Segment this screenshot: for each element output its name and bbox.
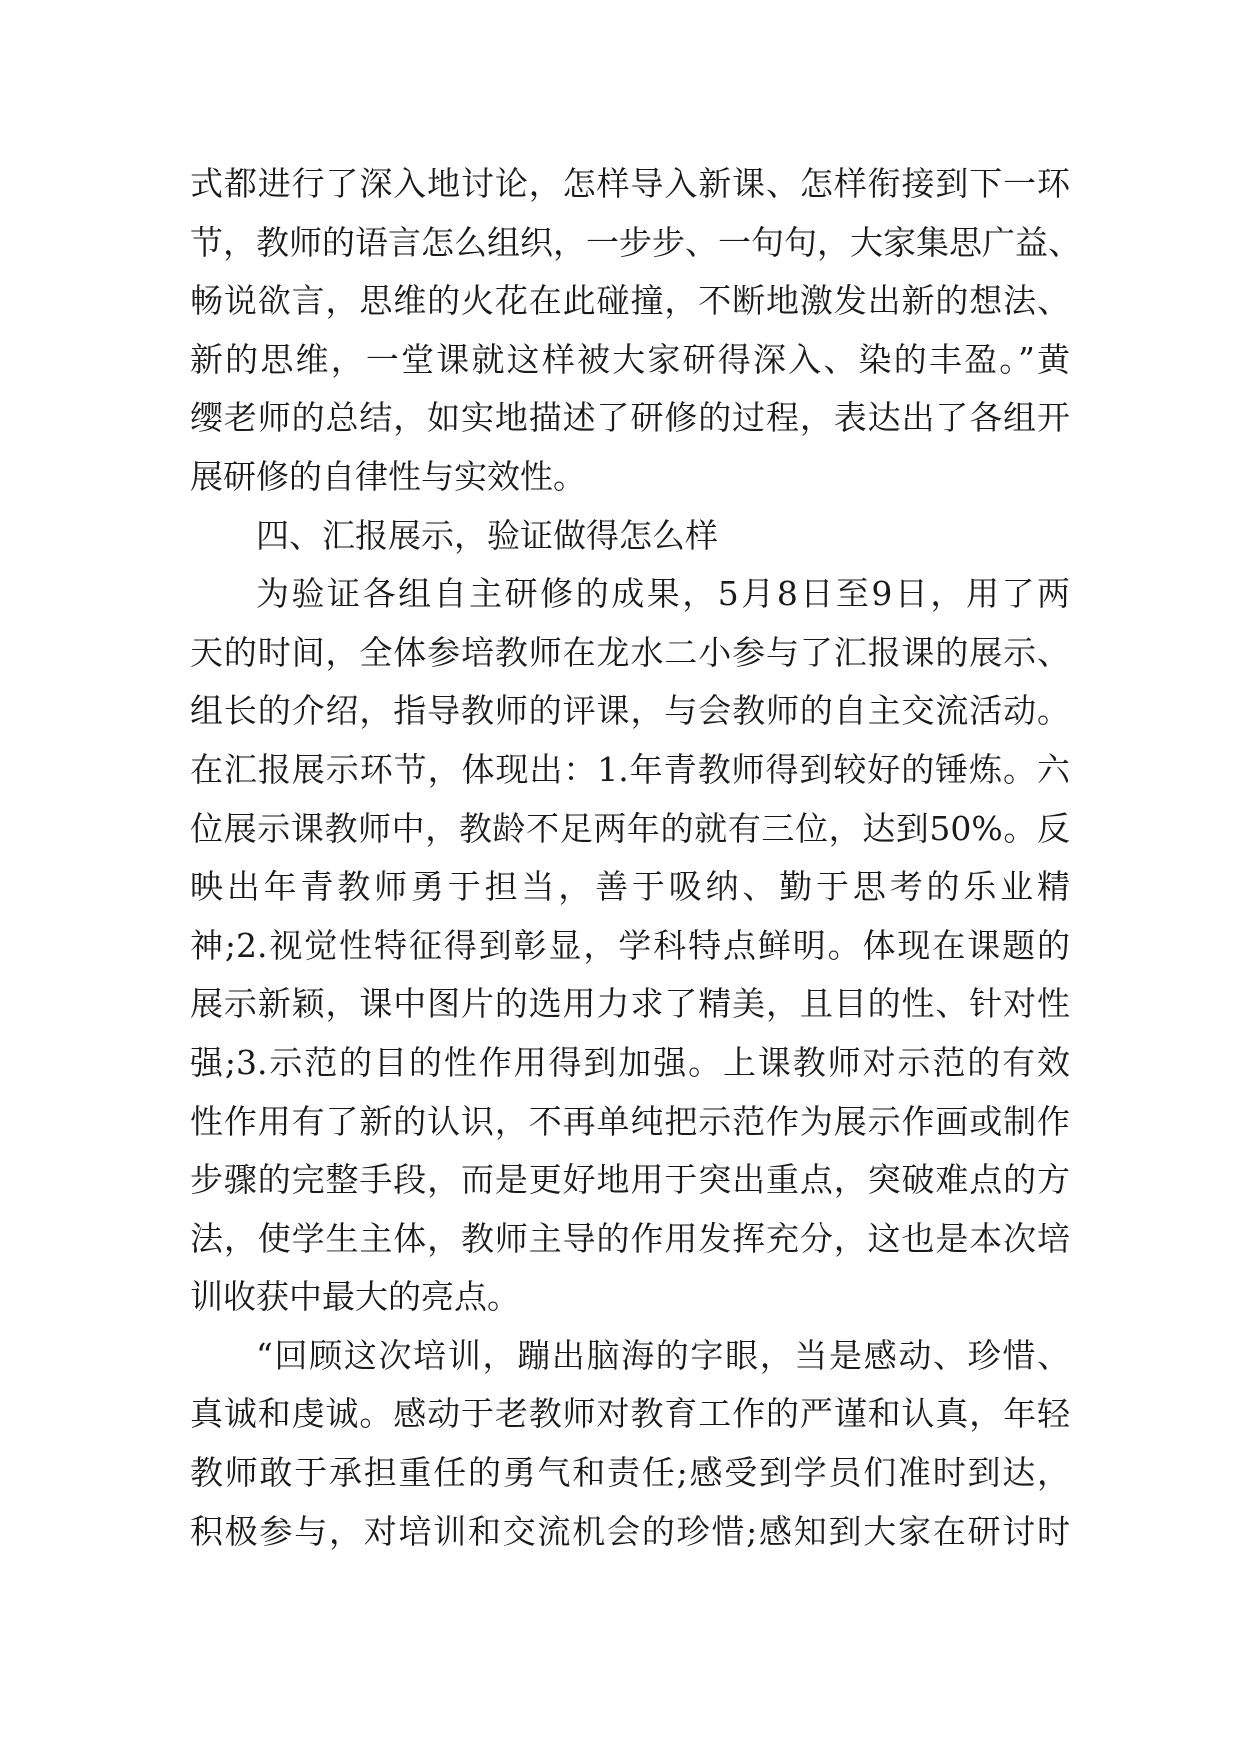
paragraph-start-line: 为验证各组自主研修的成果，5月8日至9日，用了两 [256,574,1070,614]
text-line: 天的时间，全体参培教师在龙水二小参与了汇报课的展示、 [190,632,1070,672]
text-line: 法，使学生主体，教师主导的作用发挥充分，这也是本次培 [190,1218,1070,1258]
text-line: 真诚和虔诚。感动于老教师对教育工作的严谨和认真，年轻 [190,1394,1070,1434]
section-heading: 四、汇报展示，验证做得怎么样 [256,515,718,555]
paragraph-start-line: “回顾这次培训，蹦出脑海的字眼，当是感动、珍惜、 [256,1335,1070,1375]
text-line: 在汇报展示环节，体现出：1.年青教师得到较好的锤炼。六 [190,749,1070,789]
body-text [190,155,1081,1561]
text-line: 缨老师的总结，如实地描述了研修的过程，表达出了各组开 [190,398,1070,438]
text-line: 位展示课教师中，教龄不足两年的就有三位，达到50%。反 [190,808,1070,848]
text-line: 组长的介绍，指导教师的评课，与会教师的自主交流活动。 [190,691,1070,731]
text-line: 步骤的完整手段，而是更好地用于突出重点，突破难点的方 [190,1160,1070,1200]
text-line: 节，教师的语言怎么组织，一步步、一句句，大家集思广益、 [190,222,1081,262]
text-line: 神;2.视觉性特征得到彰显，学科特点鲜明。体现在课题的 [190,925,1070,965]
paragraph-end-line: 训收获中最大的亮点。 [190,1277,520,1317]
text-line: 展示新颖，课中图片的选用力求了精美，且目的性、针对性 [190,984,1070,1024]
text-line: 积极参与，对培训和交流机会的珍惜;感知到大家在研讨时 [190,1511,1070,1551]
text-line: 式都进行了深入地讨论，怎样导入新课、怎样衔接到下一环 [190,164,1070,203]
paragraph-end-line: 展研修的自律性与实效性。 [190,456,586,496]
text-line: 映出年青教师勇于担当，善于吸纳、勤于思考的乐业精 [190,867,1070,907]
text-line: 新的思维，一堂课就这样被大家研得深入、染的丰盈。”黄 [190,339,1070,379]
text-line: 畅说欲言，思维的火花在此碰撞，不断地激发出新的想法、 [190,281,1070,321]
text-line: 教师敢于承担重任的勇气和责任;感受到学员们准时到达， [190,1453,1070,1493]
text-line: 强;3.示范的目的性作用得到加强。上课教师对示范的有效 [190,1042,1070,1082]
text-line: 性作用有了新的认识，不再单纯把示范作为展示作画或制作 [190,1101,1070,1141]
